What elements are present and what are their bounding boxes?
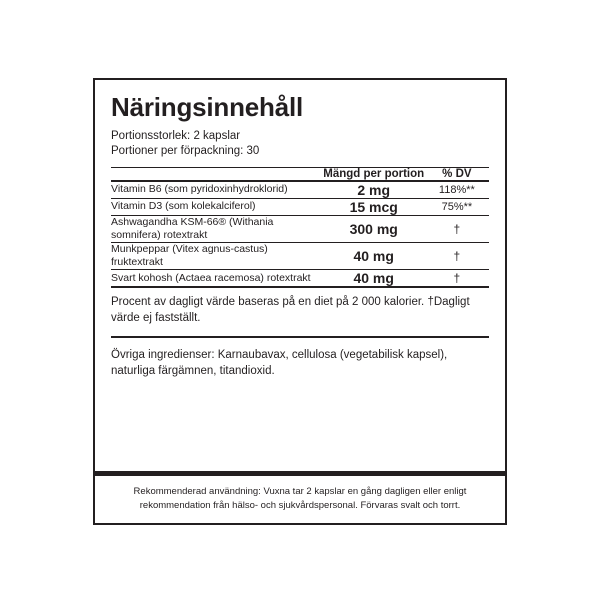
column-header-dv: % DV [442,167,472,180]
serving-size: Portionsstorlek: 2 kapslar [111,130,241,143]
column-header-amount: Mängd per portion [323,167,425,180]
table-row [111,198,489,215]
nutrient-name: Vitamin B6 (som pyridoxinhydroklorid) [111,183,288,196]
nutrient-amount: 40 mg [323,242,425,269]
nutrient-name: Ashwagandha KSM-66® (Withania somnifera) rotextrakt [111,215,323,242]
nutrition-facts-body [95,80,505,380]
page-title: Näringsinnehåll [111,92,304,122]
nutrient-name: Svart kohosh (Actaea racemosa) rotextrakt [111,270,323,287]
nutrient-amount: 40 mg [323,270,425,287]
table-header-row [111,168,489,180]
nutrition-rows [111,182,489,287]
nutrient-dv: † [425,242,489,269]
nutrient-amount: 300 mg [323,215,425,242]
servings-per-container: Portioner per förpackning: 30 [111,145,260,158]
table-row [111,215,489,242]
nutrient-dv: † [425,270,489,287]
nutrient-amount: 15 mcg [323,198,425,215]
nutrient-dv: 118%** [438,183,475,196]
recommended-usage-text: Rekommenderad användning: Vuxna tar 2 kapslar en gång dagligen eller enligt rekommendation från hälso- och sjukvårdspersonal. Förvaras svalt och torrt. [133,486,467,512]
nutrition-table [111,168,489,180]
table-row [111,270,489,287]
column-header-name [111,168,323,180]
nutrition-facts-panel [93,78,507,525]
nutrient-dv: † [425,215,489,242]
nutrient-amount: 2 mg [357,181,391,198]
nutrient-dv: 75%** [425,198,489,215]
daily-value-footnote: Procent av dagligt värde baseras på en diet på 2 000 kalorier. †Dagligt värde ej fastställt. [111,296,470,324]
nutrient-name: Vitamin D3 (som kolekalciferol) [111,198,323,215]
table-row [111,182,489,199]
table-row [111,242,489,269]
recommended-usage-box [95,471,505,523]
nutrient-name: Munkpeppar (Vitex agnus-castus) fruktextrakt [111,242,323,269]
other-ingredients: Övriga ingredienser: Karnaubavax, cellulosa (vegetabilisk kapsel), naturliga färgämnen, titandioxid. [111,349,448,378]
